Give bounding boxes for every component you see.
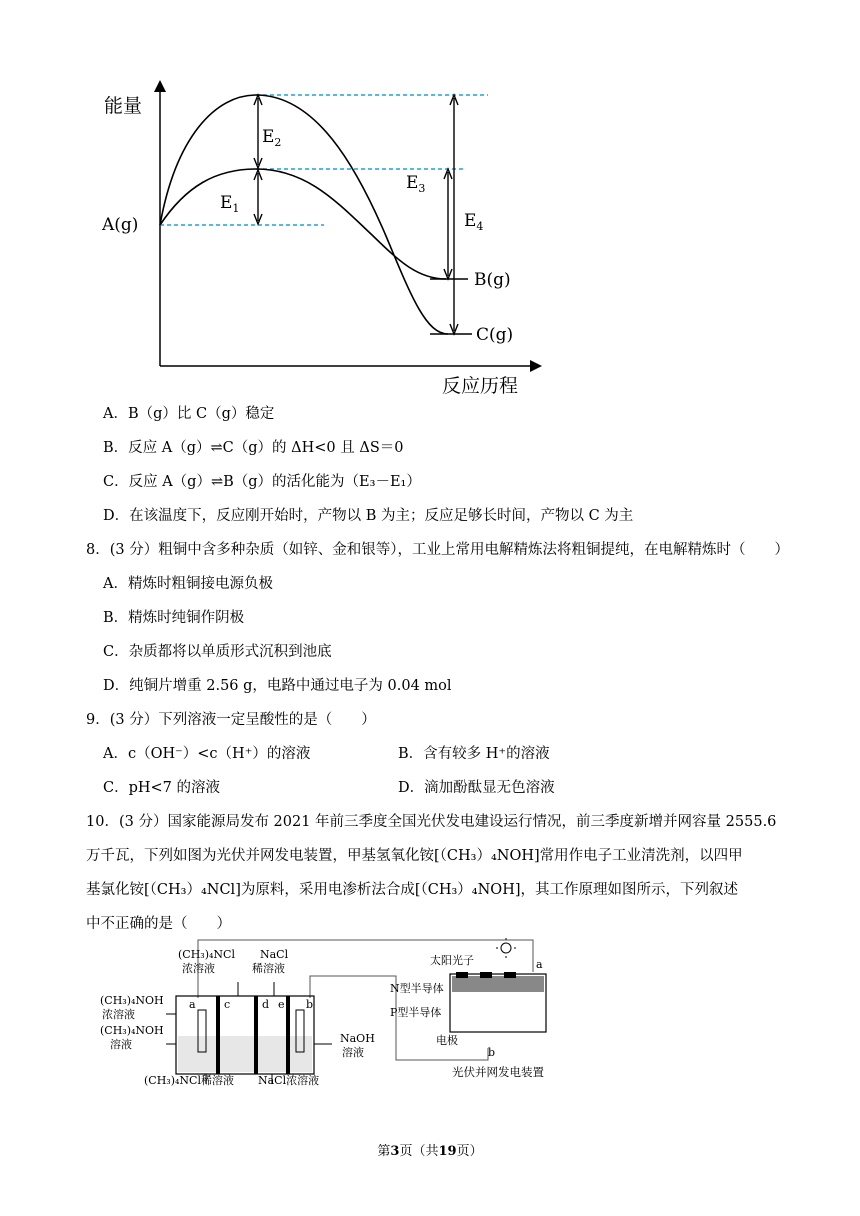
e1-label: $E_1$ bbox=[220, 193, 240, 215]
sun-icon bbox=[496, 938, 516, 958]
right-bot-formula: NaOH bbox=[340, 1032, 375, 1045]
q7-option-b: B．反应 A（g）⇌C（g）的 ΔH<0 且 ΔS＝0 bbox=[103, 440, 404, 456]
curve-to-c bbox=[160, 95, 448, 334]
sun-label: 太阳光子 bbox=[430, 954, 474, 967]
e2-label: $E_2$ bbox=[262, 127, 282, 149]
electrodialysis-diagram bbox=[96, 936, 576, 1086]
y-axis-label: 能量 bbox=[104, 95, 143, 117]
label-b: b bbox=[306, 998, 314, 1011]
curve-to-b bbox=[160, 169, 446, 279]
q9-stem: 9．(3 分）下列溶液一定呈酸性的是（ ） bbox=[86, 712, 376, 728]
membrane-e bbox=[286, 996, 290, 1074]
page-footer: 第3页（共19页） bbox=[377, 1144, 483, 1159]
e2-arrow bbox=[254, 95, 262, 168]
top-left-sol: 浓溶液 bbox=[182, 962, 215, 975]
q7-option-a: A．B（g）比 C（g）稳定 bbox=[103, 406, 275, 422]
e1-arrow bbox=[254, 170, 262, 224]
q9-option-c: C．pH<7 的溶液 bbox=[103, 780, 221, 796]
q7-option-c: C．反应 A（g）⇌B（g）的活化能为（E₃－E₁） bbox=[103, 474, 421, 490]
left-bot-sol: 溶液 bbox=[110, 1038, 132, 1051]
left-bot-formula: (CH₃)₄NOH bbox=[100, 1024, 164, 1037]
e4-label: $E_4$ bbox=[464, 211, 484, 233]
q9-option-a: A．c（OH⁻）<c（H⁺）的溶液 bbox=[103, 746, 311, 762]
q7-option-d: D．在该温度下，反应刚开始时，产物以 B 为主；反应足够长时间，产物以 C 为主 bbox=[103, 508, 634, 524]
membrane-c bbox=[216, 996, 220, 1074]
q10-line-3: 基氯化铵[（CH₃）₄NCl]为原料，采用电渗析法合成[（CH₃）₄NOH]，其工作原理如图所示，下列叙述 bbox=[86, 882, 738, 898]
q9-option-b: B．含有较多 H⁺的溶液 bbox=[398, 746, 550, 762]
label-d: d bbox=[262, 998, 270, 1011]
e3-label: $E_3$ bbox=[406, 173, 426, 195]
x-axis-label: 反应历程 bbox=[442, 375, 519, 396]
bottom-left-label: (CH₃)₄NCl稀溶液 bbox=[144, 1074, 234, 1086]
left-top-sol: 浓溶液 bbox=[102, 1008, 135, 1021]
n-layer bbox=[452, 976, 544, 992]
q8-option-d: D．纯铜片增重 2.56 g，电路中通过电子为 0.04 mol bbox=[103, 678, 452, 694]
label-c: c bbox=[224, 998, 231, 1011]
e4-arrow bbox=[450, 95, 458, 334]
electrode-label: 电极 bbox=[436, 1034, 458, 1047]
pv-a-label: a bbox=[536, 958, 543, 971]
product-b-label: B(g) bbox=[474, 270, 511, 290]
e3-arrow bbox=[444, 169, 452, 279]
q10-line-2: 万千瓦，下列如图为光伏并网发电装置，甲基氢氧化铵[（CH₃）₄NOH]常用作电子工业清洗剂，以四甲 bbox=[86, 848, 743, 864]
top-left-formula: (CH₃)₄NCl bbox=[178, 948, 235, 961]
bottom-right-label: NaCl浓溶液 bbox=[258, 1074, 320, 1086]
q8-option-c: C．杂质都将以单质形式沉积到池底 bbox=[103, 644, 332, 660]
page-total: 19 bbox=[438, 1144, 457, 1159]
q8-stem: 8．(3 分）粗铜中含多种杂质（如锌、金和银等），工业上常用电解精炼法将粗铜提纯，在电解精炼时（ ） bbox=[86, 542, 789, 558]
p-type-label: P型半导体 bbox=[390, 1006, 442, 1019]
label-a: a bbox=[189, 998, 196, 1011]
q8-option-a: A．精炼时粗铜接电源负极 bbox=[103, 576, 273, 592]
energy-diagram bbox=[96, 76, 556, 396]
q10-line-1: 10．(3 分）国家能源局发布 2021 年前三季度全国光伏发电建设运行情况，前三季度新增并网容量 2555.6 bbox=[86, 814, 777, 830]
n-type-label: N型半导体 bbox=[390, 982, 444, 995]
top-mid-formula: NaCl bbox=[260, 948, 289, 961]
pv-b-label: b bbox=[488, 1046, 496, 1059]
membrane-d bbox=[254, 996, 258, 1074]
left-top-formula: (CH₃)₄NOH bbox=[100, 994, 164, 1007]
reactant-label: A(g) bbox=[102, 215, 139, 235]
q8-option-b: B．精炼时纯铜作阴极 bbox=[103, 610, 245, 626]
product-c-label: C(g) bbox=[476, 325, 514, 345]
right-bot-sol: 溶液 bbox=[342, 1046, 364, 1059]
q10-line-4: 中不正确的是（ ） bbox=[86, 916, 231, 932]
pv-caption: 光伏并网发电装置 bbox=[452, 1065, 544, 1079]
label-e: e bbox=[278, 998, 285, 1011]
q9-option-d: D．滴加酚酞显无色溶液 bbox=[398, 780, 555, 796]
top-mid-sol: 稀溶液 bbox=[252, 962, 285, 975]
page-number: 3 bbox=[390, 1144, 400, 1159]
